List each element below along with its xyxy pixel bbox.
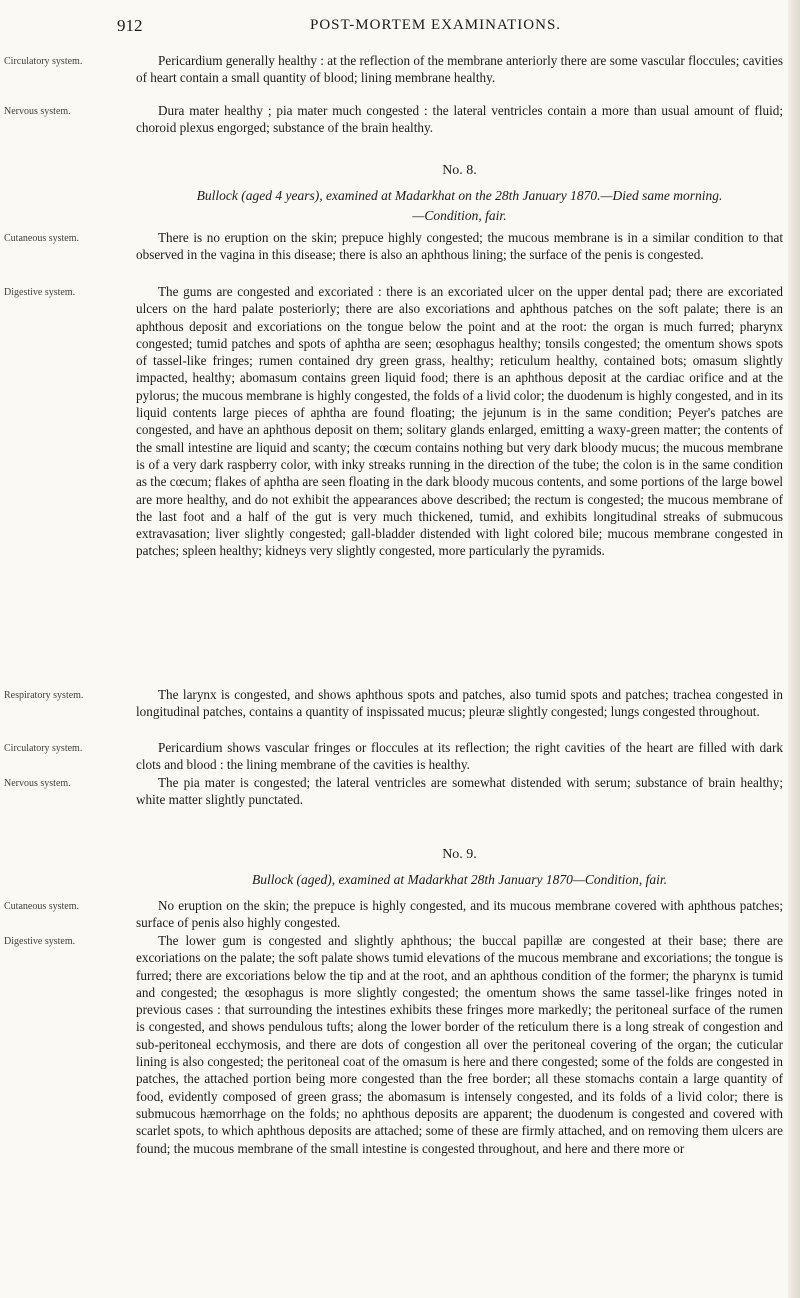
- paragraph-cutaneous-9: No eruption on the skin; the prepuce is highly congested, and its mucous membrane covered with aphthous patches; surface of penis also highly congested.: [136, 898, 783, 931]
- paragraph-circulatory-prev: Pericardium generally healthy : at the reflection of the membrane anteriorly there are some vascular floccules; cavities of heart contain a small quantity of blood; lining membrane healthy.: [136, 53, 783, 86]
- paragraph-cutaneous-8: There is no eruption on the skin; prepuce highly congested; the mucous membrane is in a similar condition to that observed in the vagina in this disease; there is also an aphthous lining; the surface of the penis is congested.: [136, 230, 783, 263]
- paragraph-nervous-8: The pia mater is congested; the lateral ventricles are somewhat distended with serum; substance of brain healthy; white matter slightly punctated.: [136, 775, 783, 808]
- paragraph-digestive-9: The lower gum is congested and slightly aphthous; the buccal papillæ are congested at their base; there are excoriations on the palate; the soft palate shows tumid elevations of the mucous membrane and excoriations; the tongue is furred; there are excoriations below the tip and at the root, and an aphthous condition of the former; the pharynx is tumid and congested; the œsophagus is more slightly congested; the omentum shows the same tassel-like fringes noted in previous cases : that surrounding the intestines exhibits these fringes more markedly; the peritoneal surface of the rumen is congested, and shows pendulous tufts; along the lower border of the reticulum there is a long streak of congestion and sub-peritoneal ecchymosis, and there are dots of congestion all over the peritoneal covering of the organ; the cuticular lining is also congested; the peritoneal coat of the omasum is here and there congested; some of the folds are congested in patches, the attached portion being more congested than the free border; all these stomachs contain a large quantity of food, evidently composed of green grass; the abomasum is intensely congested, and its folds of a livid color; there is submucous hæmorrhage on the folds; no aphthous deposits are apparent; the duodenum is congested and covered with scarlet spots, to which aphthous deposits are attached; some of these are firmly attached, and on removing them ulcers are found; the mucous membrane of the small intestine is congested throughout, and here and there more or: [136, 933, 783, 1156]
- margin-note-respiratory: Respiratory system.: [4, 690, 84, 701]
- margin-note-digestive: Digestive system.: [4, 936, 76, 947]
- page-edge: [788, 0, 800, 1298]
- margin-note-nervous: Nervous system.: [4, 778, 71, 789]
- case-number-8: No. 8.: [442, 163, 477, 178]
- case-8-caption-line1: Bullock (aged 4 years), examined at Madarkhat on the 28th January 1870.—Died same morning.: [196, 188, 723, 203]
- margin-note-cutaneous: Cutaneous system.: [4, 233, 79, 244]
- page-number: 912: [117, 16, 143, 35]
- margin-note-cutaneous: Cutaneous system.: [4, 901, 79, 912]
- paragraph-nervous-prev: Dura mater healthy ; pia mater much congested : the lateral ventricles contain a more than usual amount of fluid; choroid plexus engorged; substance of the brain healthy.: [136, 103, 783, 136]
- margin-note-nervous: Nervous system.: [4, 106, 71, 117]
- paragraph-digestive-8: The gums are congested and excoriated : there is an excoriated ulcer on the upper dental pad; there are excoriated ulcers on the hard palate posteriorly; there are also excoriations and aphthous patches on the soft palate; there is an aphthous deposit and excoriations on the tongue below the point and at the root: the organ is much furred; pharynx congested; tumid patches and spots of aphtha are seen; œsophagus healthy; tonsils congested; the omentum shows spots of tassel-like fringes; rumen contained dry green grass, healthy; reticulum healthy, contained bots; omasum slightly impacted, healthy; abomasum contains green liquid food; there is an aphthous deposit at the cardiac orifice and at the pylorus; the mucous membrane is highly congested, the folds of a livid color; the duodenum is highly congested, and in its liquid contents large pieces of aphtha are found floating; the jejunum is in the same condition; Peyer's patches are congested, and have an aphthous deposit on them; solitary glands enlarged, emitting a waxy-green matter; the contents of the small intestine are liquid and scanty; the cœcum contains nothing but very dark bloody mucus; the mucous membrane is of a very dark raspberry color, with inky streaks running in the direction of the tube; the colon is in the same condition as the cœcum; flakes of aphtha are seen floating in the dark bloody mucous contents, and some portions of the large bowel are more healthy, and do not exhibit the appearances above described; the rectum is congested; the mucous membrane of the last foot and a half of the gut is very much thickened, tumid, and exhibits longitudinal streaks of submucous extravasation; liver slightly congested; gall-bladder distended with light colored bile; mucous membrane congested in patches; spleen healthy; kidneys very slightly congested, more particularly the pyramids.: [136, 284, 783, 559]
- paragraph-respiratory-8: The larynx is congested, and shows aphthous spots and patches, also tumid spots and patches; trachea congested in longitudinal patches, contains a quantity of inspissated mucus; pleuræ slightly congested; lungs congested throughout.: [136, 687, 783, 720]
- margin-note-circulatory: Circulatory system.: [4, 743, 83, 754]
- margin-note-circulatory: Circulatory system.: [4, 56, 83, 67]
- margin-note-digestive: Digestive system.: [4, 287, 76, 298]
- running-title: POST-MORTEM EXAMINATIONS.: [310, 17, 562, 33]
- case-9-caption: Bullock (aged), examined at Madarkhat 28th January 1870—Condition, fair.: [251, 872, 668, 887]
- page-header: [0, 16, 800, 40]
- case-8-caption-line2: —Condition, fair.: [412, 208, 507, 223]
- case-number-9: No. 9.: [442, 847, 477, 862]
- paragraph-circulatory-8: Pericardium shows vascular fringes or floccules at its reflection; the right cavities of the heart are filled with dark clots and blood : the lining membrane of the cavities is healthy.: [136, 740, 783, 773]
